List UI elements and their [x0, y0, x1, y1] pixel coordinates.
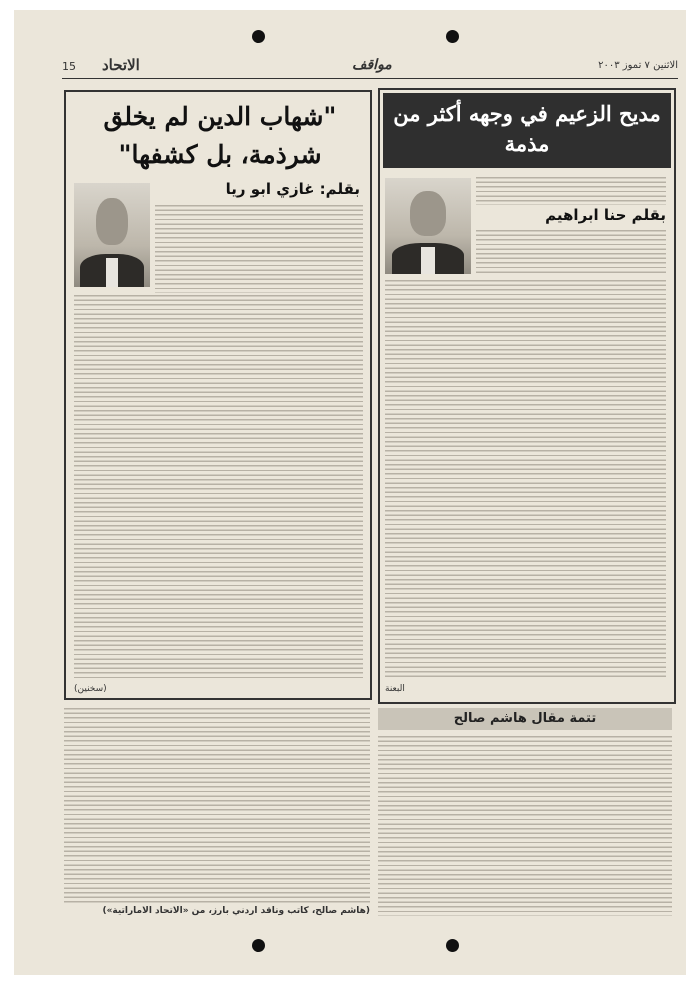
newspaper-logo: الاتحاد [102, 56, 140, 74]
continuation-column-text [378, 736, 672, 916]
dateline: الاثنين ٧ تموز ٢٠٠٣ [598, 60, 678, 71]
binder-hole [252, 939, 265, 952]
left-article-column-text [74, 295, 363, 680]
continuation-heading: تتمة مقال هاشم صالح [378, 708, 672, 730]
portrait-shirt [106, 258, 118, 287]
right-article-signature: البعنة [385, 684, 405, 694]
portrait-shirt [421, 247, 435, 274]
right-article-column-text [476, 177, 666, 205]
page-header [62, 56, 678, 79]
left-article-headline: "شهاب الدين لم يخلق شرذمة، بل كشفها" [103, 102, 337, 169]
portrait-head [96, 198, 128, 246]
continuation-column-text [64, 708, 370, 904]
right-article-headline: مديح الزعيم في وجهه أكثر من مذمة [383, 93, 671, 168]
right-article-column-text [476, 230, 666, 275]
right-article-column-text [385, 280, 666, 680]
continuation-signature: (هاشم صالح، كاتب وناقد اردني بارز، من «الاتحاد الاماراتية») [102, 906, 370, 916]
left-article-photo [74, 183, 150, 287]
left-article-byline: بقلم: غازي ابو ريا [225, 180, 360, 198]
left-article-column-text [155, 205, 363, 293]
binder-hole [252, 30, 265, 43]
section-title: مواقف [352, 57, 392, 73]
binder-hole [446, 939, 459, 952]
right-article-byline: بقلم حنا ابراهيم [545, 206, 666, 224]
binder-hole [446, 30, 459, 43]
portrait-head [410, 191, 446, 235]
page-number: 15 [62, 60, 76, 73]
right-article-photo [385, 178, 471, 274]
left-article-signature: (سخنين) [74, 684, 107, 694]
